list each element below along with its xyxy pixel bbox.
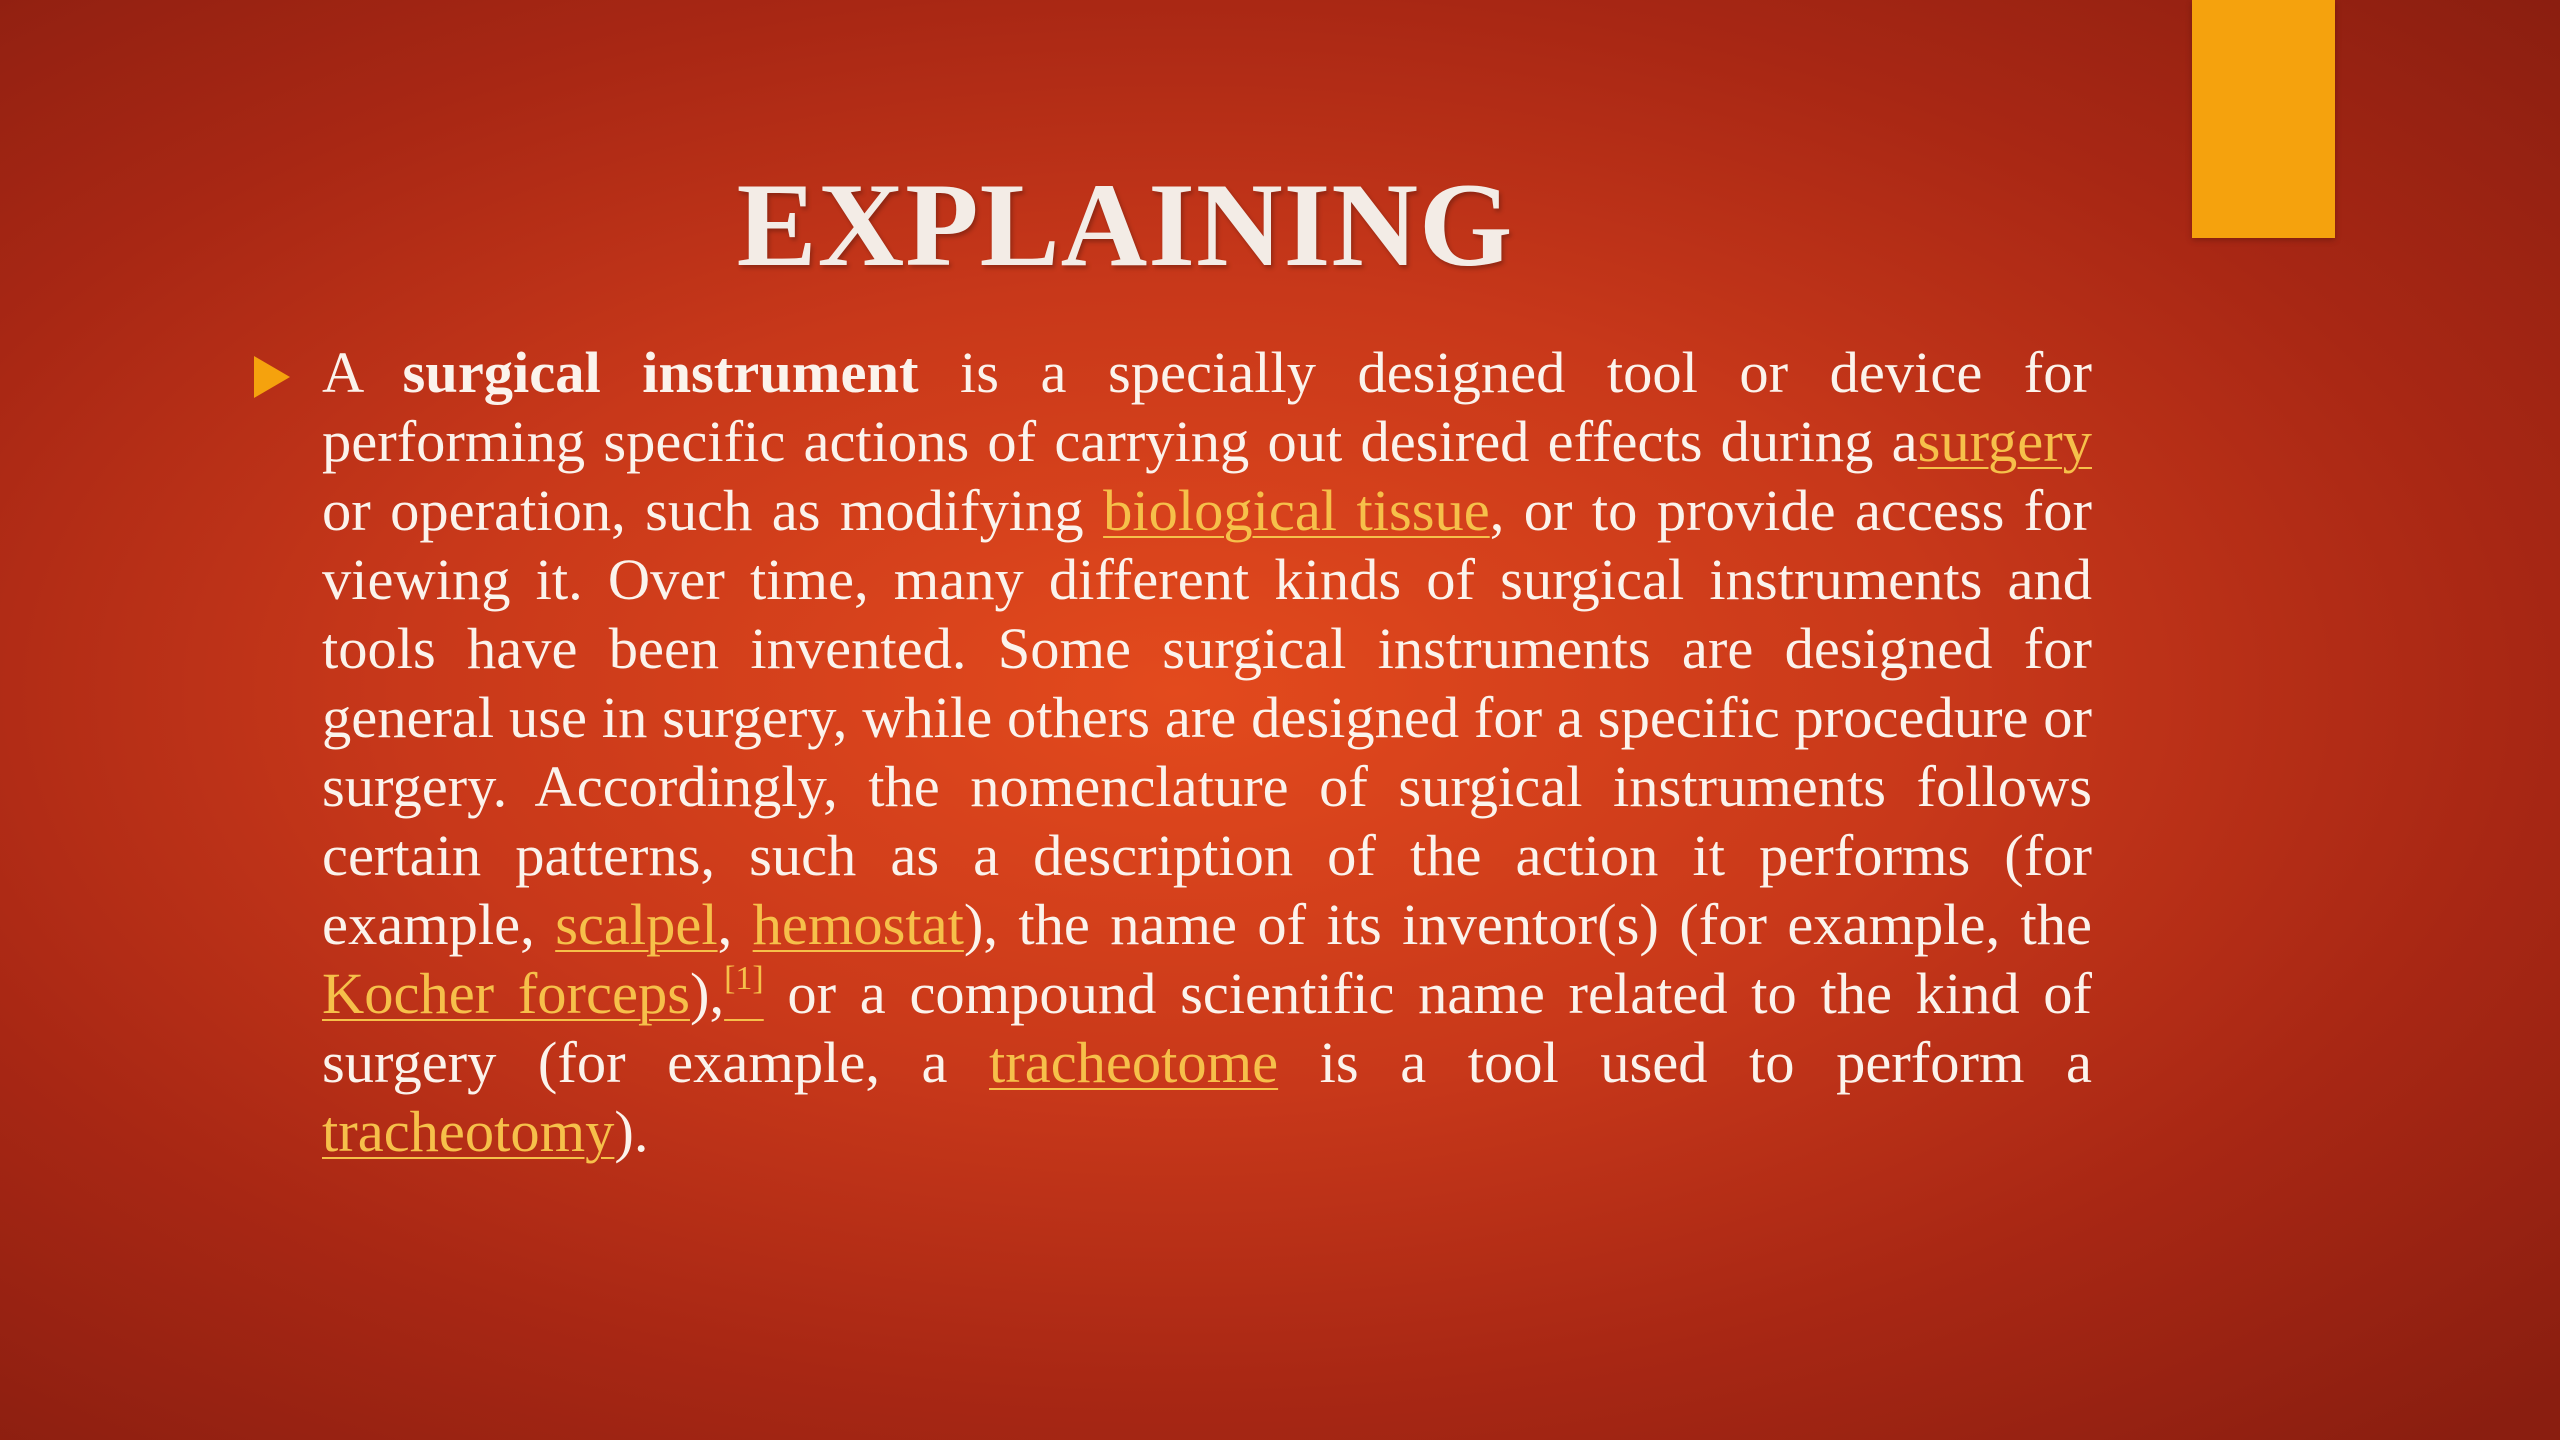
bold-term: surgical instrument (402, 340, 919, 405)
link-scalpel[interactable]: scalpel (555, 892, 718, 957)
link-hemostat[interactable]: hemostat (752, 892, 964, 957)
bullet-item (250, 338, 2092, 1166)
link-tracheotomy[interactable]: tracheotomy (322, 1099, 615, 1164)
link-surgery[interactable]: surgery (1917, 409, 2092, 474)
text-segment: , or to provide access for viewing it. Over time, many different kinds of surgical instruments and tools have been invented. Some surgical instruments are designed for general use in surgery, while others are designed for a specific procedure or surgery. Accordingly, the nomenclature of surgical instruments follows certain patterns, such as a description of the action it performs (for example, (322, 478, 2092, 957)
text-segment: is a tool used to perform a (1278, 1030, 2092, 1095)
text-segment: or operation, such as modifying (322, 478, 1104, 543)
citation-number: [1] (724, 960, 764, 997)
triangle-right-icon (254, 356, 290, 398)
text-segment: or a compound scientific name related to the kind of surgery (for example, a (322, 961, 2092, 1095)
text-segment: ). (614, 1099, 649, 1164)
text-segment: A (322, 340, 403, 405)
text-segment: , (717, 892, 753, 957)
text-segment: ), the name of its inventor(s) (for example, the (963, 892, 2092, 957)
body-paragraph (322, 338, 2092, 1166)
link-biological-tissue[interactable]: biological tissue (1103, 478, 1490, 543)
link-kocher-forceps[interactable]: Kocher forceps (322, 961, 690, 1026)
link-citation[interactable] (724, 961, 764, 1026)
text-segment: ), (689, 961, 725, 1026)
text-segment: is a specially designed tool or device for performing specific actions of carrying out desired effects during a (322, 340, 2093, 474)
link-tracheotome[interactable]: tracheotome (989, 1030, 1279, 1095)
slide-title: EXPLAINING (736, 158, 1514, 292)
